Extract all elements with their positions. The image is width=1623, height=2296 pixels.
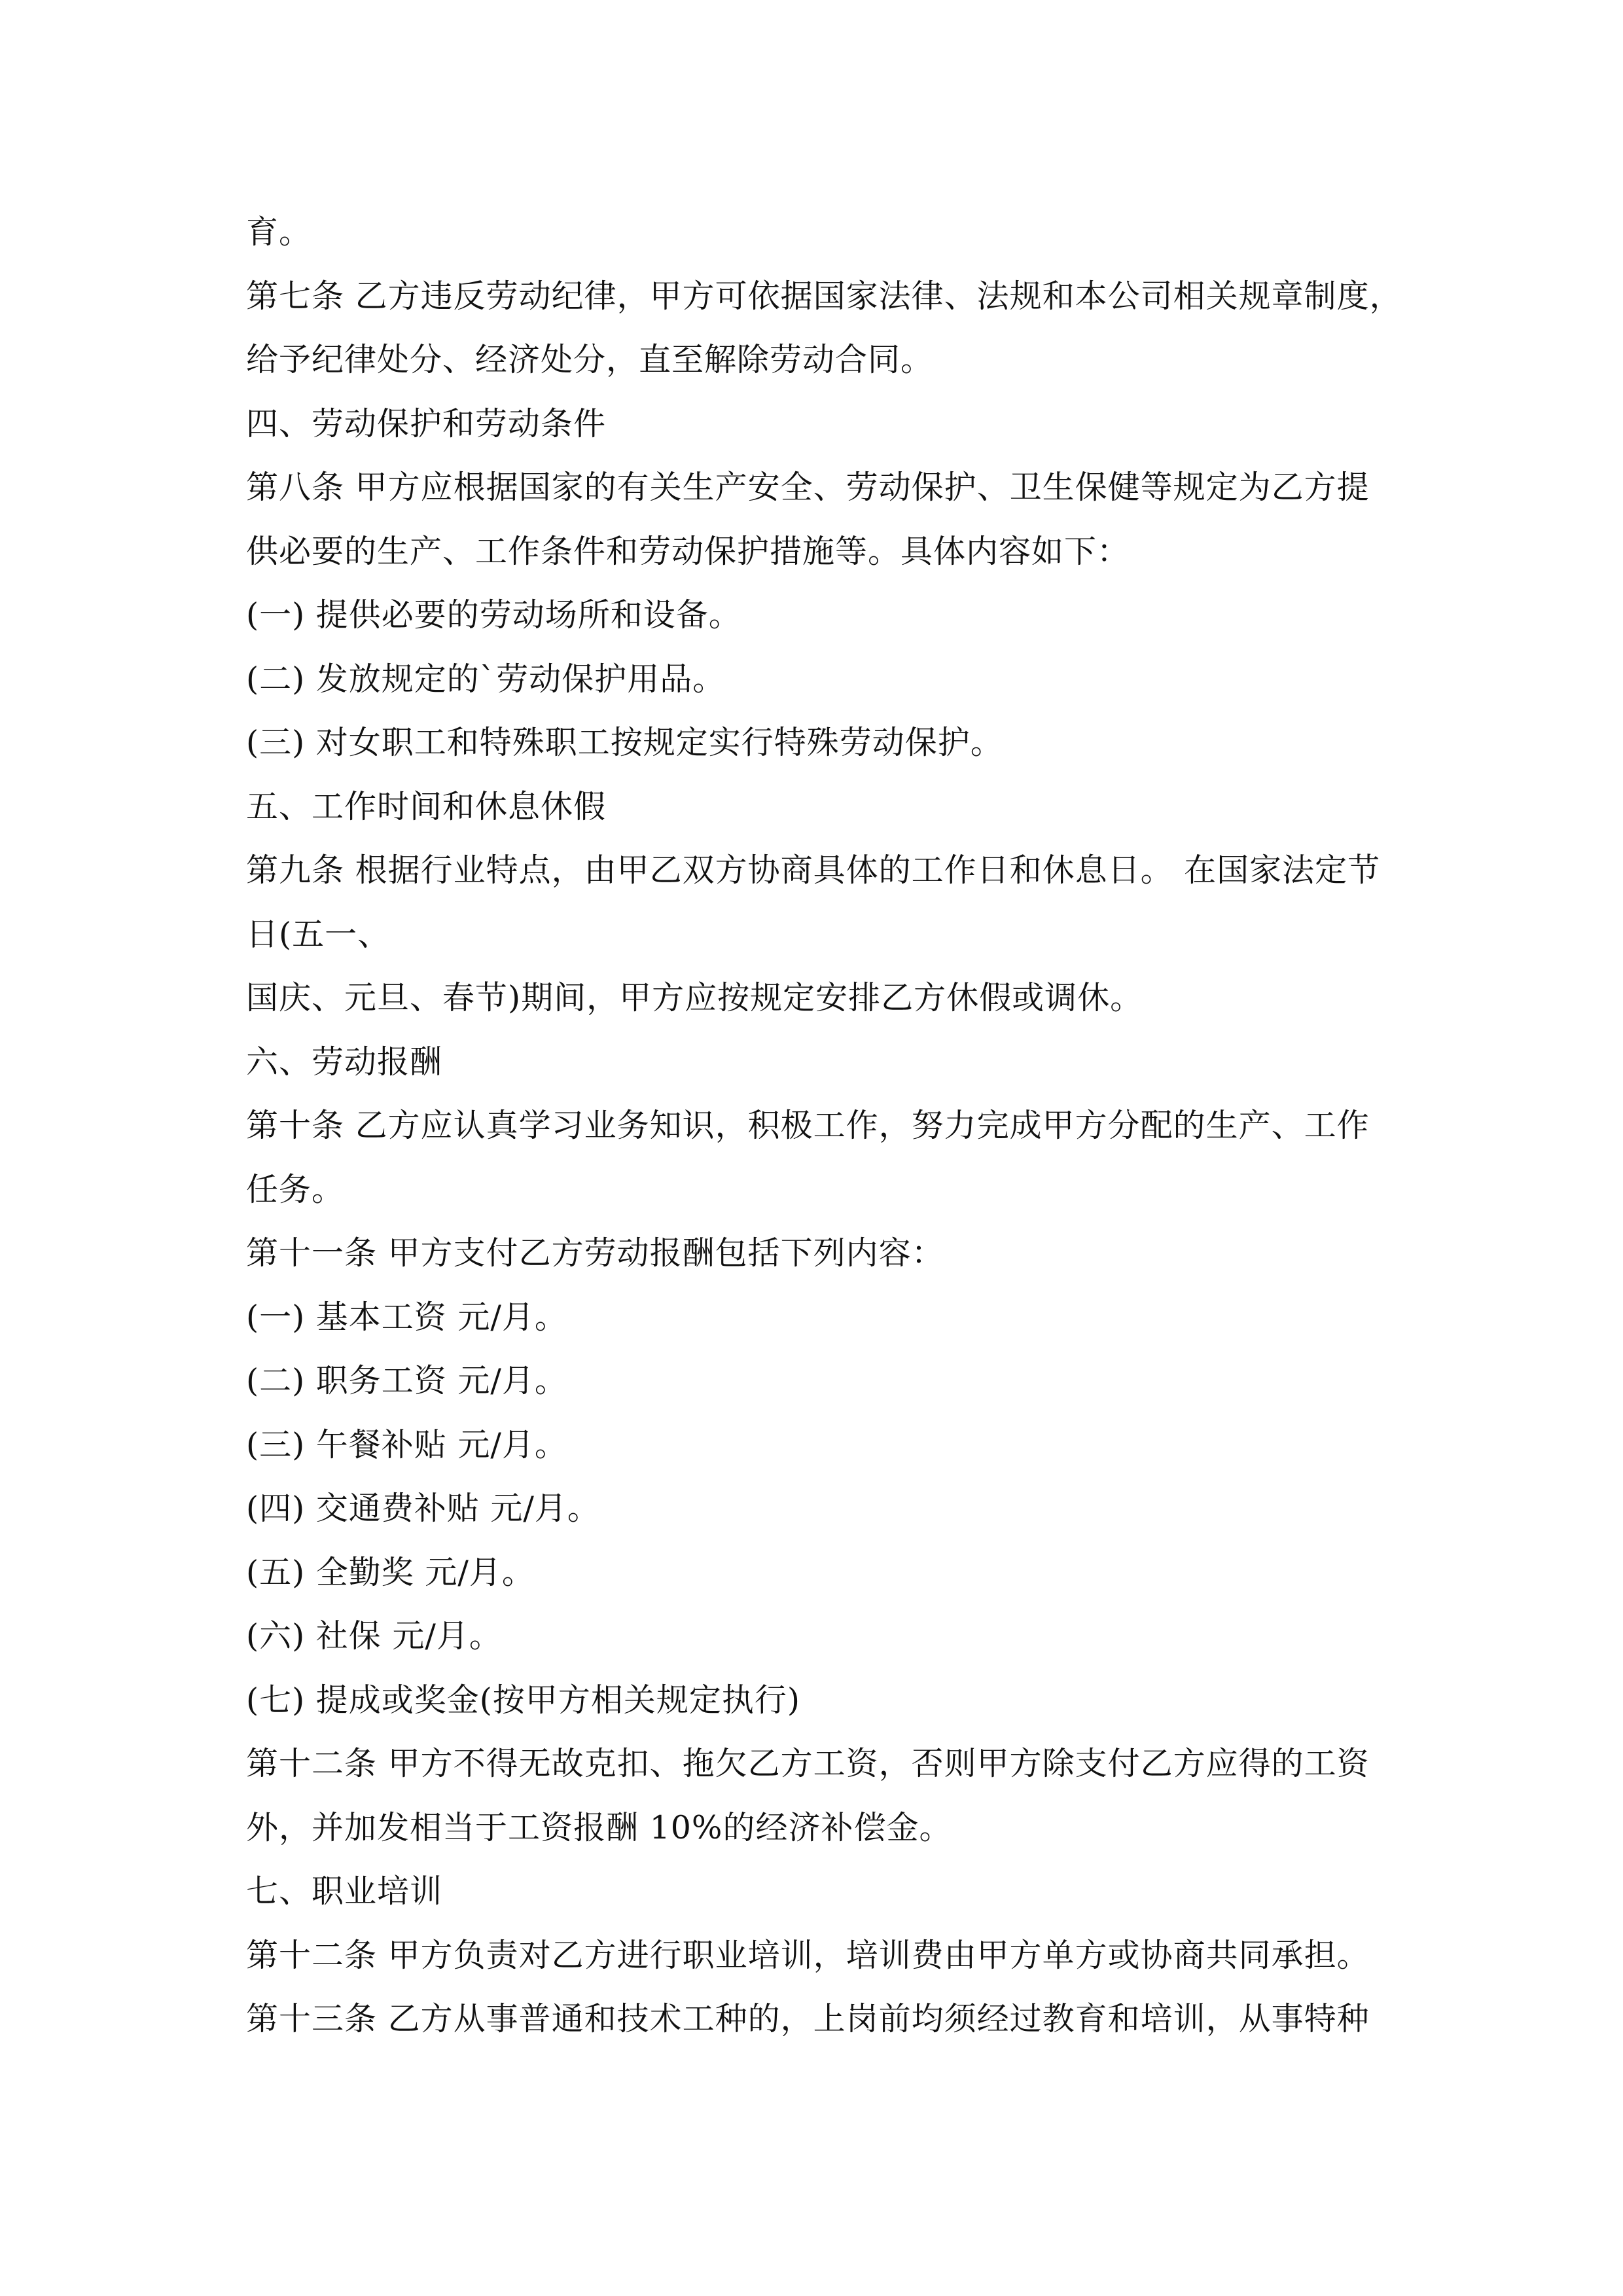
text-line: 育。 <box>246 213 312 251</box>
text-line: 给予纪律处分、经济处分，直至解除劳动合同。 <box>246 341 934 378</box>
text-line: 第十二条 甲方不得无故克扣、拖欠乙方工资，否则甲方除支付乙方应得的工资 <box>246 1745 1370 1782</box>
list-item: (一) 提供必要的劳动场所和设备。 <box>246 596 741 634</box>
text-line: 供必要的生产、工作条件和劳动保护措施等。具体内容如下： <box>246 532 1130 570</box>
section-heading: 五、工作时间和休息休假 <box>246 787 607 825</box>
text-line: 日(五一、 <box>246 915 391 953</box>
section-heading: 七、职业培训 <box>246 1873 443 1910</box>
section-heading: 四、劳动保护和劳动条件 <box>246 404 607 442</box>
list-item: (三) 午餐补贴 元/月。 <box>246 1426 567 1463</box>
section-heading: 六、劳动报酬 <box>246 1043 443 1081</box>
list-item: (七) 提成或奖金(按甲方相关规定执行) <box>246 1681 801 1719</box>
text-line: 第十条 乙方应认真学习业务知识，积极工作，努力完成甲方分配的生产、工作 <box>246 1107 1370 1144</box>
text-line: 外，并加发相当于工资报酬 10%的经济补偿金。 <box>246 1808 952 1846</box>
text-line: 国庆、元旦、春节)期间，甲方应按规定安排乙方休假或调休。 <box>246 979 1143 1016</box>
text-line: 第七条 乙方违反劳动纪律，甲方可依据国家法律、法规和本公司相关规章制度， <box>246 277 1402 315</box>
list-item: (二) 职务工资 元/月。 <box>246 1362 567 1399</box>
list-item: (二) 发放规定的`劳动保护用品。 <box>246 660 726 698</box>
list-item: (五) 全勤奖 元/月。 <box>246 1553 535 1591</box>
list-item: (一) 基本工资 元/月。 <box>246 1298 567 1336</box>
text-line: 第十一条 甲方支付乙方劳动报酬包括下列内容： <box>246 1234 944 1272</box>
list-item: (四) 交通费补贴 元/月。 <box>246 1490 600 1527</box>
text-line: 第八条 甲方应根据国家的有关生产安全、劳动保护、卫生保健等规定为乙方提 <box>246 469 1370 506</box>
list-item: (六) 社保 元/月。 <box>246 1617 502 1655</box>
text-line: 任务。 <box>246 1170 345 1208</box>
text-line: 第九条 根据行业特点，由甲乙双方协商具体的工作日和休息日。 在国家法定节 <box>246 852 1381 889</box>
text-line: 第十三条 乙方从事普通和技术工种的，上岗前均须经过教育和培训，从事特种 <box>246 2000 1370 2037</box>
document-body <box>246 200 1402 2051</box>
list-item: (三) 对女职工和特殊职工按规定实行特殊劳动保护。 <box>246 724 1003 761</box>
text-line: 第十二条 甲方负责对乙方进行职业培训，培训费由甲方单方或协商共同承担。 <box>246 1936 1370 1974</box>
